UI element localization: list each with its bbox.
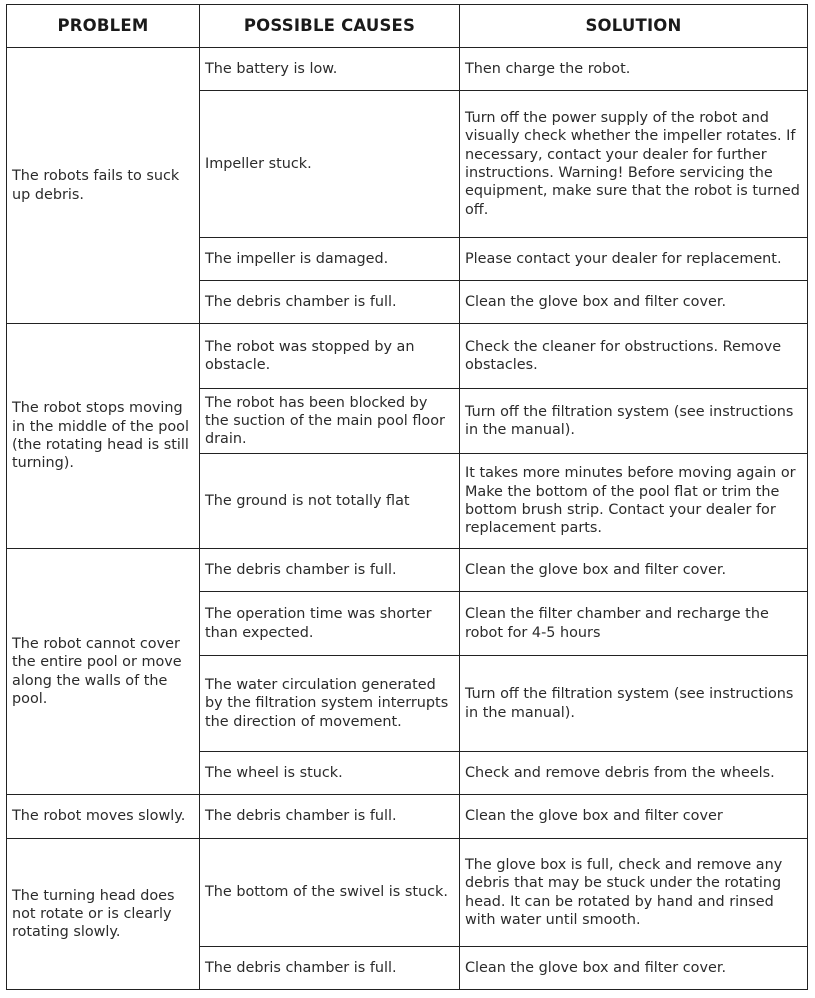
solution-cell: Then charge the robot. — [460, 48, 808, 91]
header-possible-causes: POSSIBLE CAUSES — [200, 5, 460, 48]
cause-cell: The battery is low. — [200, 48, 460, 91]
solution-cell: Clean the glove box and filter cover — [460, 795, 808, 839]
cause-cell: The robot has been blocked by the suction of the main pool floor drain. — [200, 389, 460, 454]
solution-cell: Turn off the filtration system (see instructions in the manual). — [460, 656, 808, 752]
cause-cell: The debris chamber is full. — [200, 281, 460, 324]
troubleshooting-table — [6, 4, 808, 990]
solution-cell: Clean the glove box and filter cover. — [460, 947, 808, 990]
cause-cell: The ground is not totally flat — [200, 454, 460, 549]
solution-cell: Please contact your dealer for replacement. — [460, 238, 808, 281]
problem-cell: The robot cannot cover the entire pool or move along the walls of the pool. — [7, 549, 200, 795]
cause-cell: The operation time was shorter than expected. — [200, 592, 460, 656]
header-row — [7, 5, 808, 48]
solution-cell: The glove box is full, check and remove any debris that may be stuck under the rotating head. It can be rotated by hand and rinsed with water until smooth. — [460, 839, 808, 947]
cause-cell: The bottom of the swivel is stuck. — [200, 839, 460, 947]
cause-cell: The debris chamber is full. — [200, 947, 460, 990]
problem-cell: The robot moves slowly. — [7, 795, 200, 839]
problem-cell: The robot stops moving in the middle of the pool (the rotating head is still turning). — [7, 324, 200, 549]
solution-cell: It takes more minutes before moving again or Make the bottom of the pool flat or trim the bottom brush strip. Contact your dealer for replacement parts. — [460, 454, 808, 549]
table-row — [7, 324, 808, 389]
header-problem: PROBLEM — [7, 5, 200, 48]
table-row — [7, 48, 808, 91]
cause-cell: The wheel is stuck. — [200, 752, 460, 795]
problem-cell: The robots fails to suck up debris. — [7, 48, 200, 324]
solution-cell: Turn off the power supply of the robot and visually check whether the impeller rotates. If necessary, contact your dealer for further instructions. Warning! Before servicing the equipment, make sure that the robot is turned off. — [460, 91, 808, 238]
solution-cell: Clean the glove box and filter cover. — [460, 549, 808, 592]
header-solution: SOLUTION — [460, 5, 808, 48]
table-row — [7, 839, 808, 947]
table-row — [7, 795, 808, 839]
cause-cell: Impeller stuck. — [200, 91, 460, 238]
problem-cell: The turning head does not rotate or is clearly rotating slowly. — [7, 839, 200, 990]
solution-cell: Check the cleaner for obstructions. Remove obstacles. — [460, 324, 808, 389]
table-row — [7, 549, 808, 592]
cause-cell: The robot was stopped by an obstacle. — [200, 324, 460, 389]
cause-cell: The debris chamber is full. — [200, 549, 460, 592]
cause-cell: The impeller is damaged. — [200, 238, 460, 281]
solution-cell: Clean the glove box and filter cover. — [460, 281, 808, 324]
cause-cell: The debris chamber is full. — [200, 795, 460, 839]
solution-cell: Clean the filter chamber and recharge the robot for 4-5 hours — [460, 592, 808, 656]
solution-cell: Turn off the filtration system (see instructions in the manual). — [460, 389, 808, 454]
cause-cell: The water circulation generated by the filtration system interrupts the direction of movement. — [200, 656, 460, 752]
solution-cell: Check and remove debris from the wheels. — [460, 752, 808, 795]
